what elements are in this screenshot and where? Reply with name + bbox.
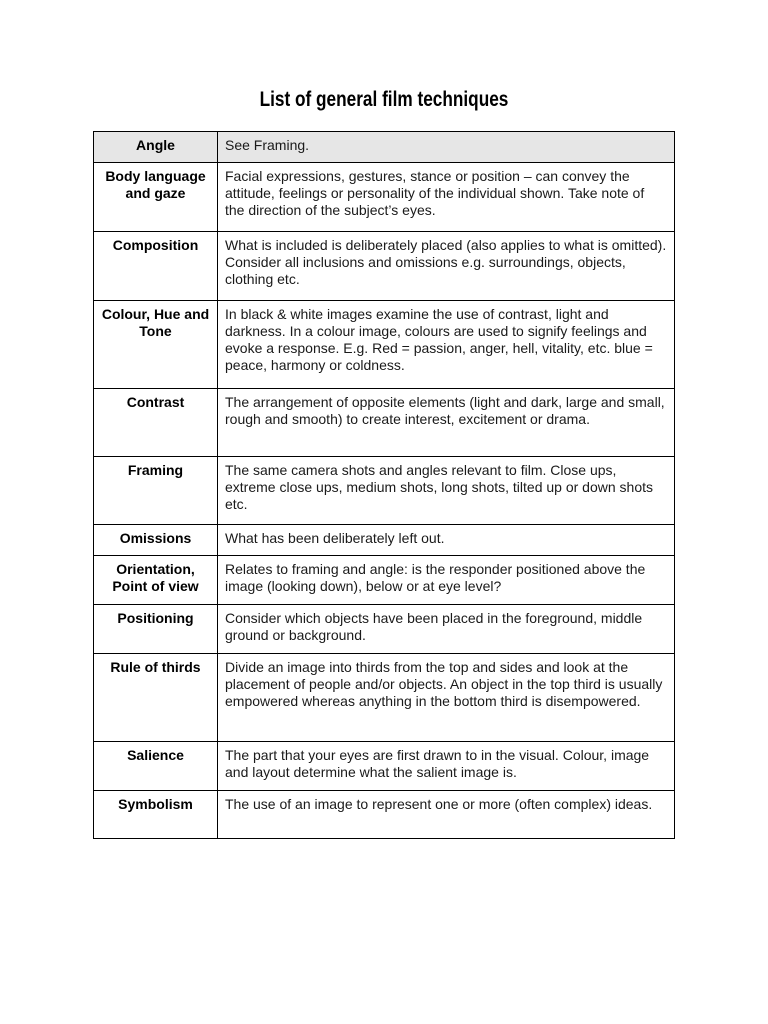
table-row: [94, 301, 675, 389]
description-cell: In black & white images examine the use of contrast, light and darkness. In a colour image, colours are used to signify feelings and evoke a response. E.g. Red = passion, anger, hell, vitality, etc. blue = peace, harmony or coldness.: [218, 301, 675, 389]
table-row: [94, 389, 675, 457]
table-row: [94, 742, 675, 791]
term-cell: Positioning: [94, 605, 218, 654]
table-row: [94, 605, 675, 654]
term-cell: Rule of thirds: [94, 654, 218, 742]
techniques-table: [93, 131, 675, 839]
table-row: [94, 654, 675, 742]
description-cell: The same camera shots and angles relevant to film. Close ups, extreme close ups, medium shots, long shots, tilted up or down shots etc.: [218, 457, 675, 525]
table-row: [94, 525, 675, 556]
description-cell: See Framing.: [218, 132, 675, 163]
term-cell: Contrast: [94, 389, 218, 457]
table-row: [94, 163, 675, 232]
table-row: [94, 457, 675, 525]
table-row: [94, 232, 675, 301]
document-title: List of general film techniques: [259, 88, 509, 111]
term-cell: Angle: [94, 132, 218, 163]
term-cell: Body language and gaze: [94, 163, 218, 232]
table-row: [94, 556, 675, 605]
description-cell: Facial expressions, gestures, stance or position – can convey the attitude, feelings or personality of the individual shown. Take note of the direction of the subject’s eyes.: [218, 163, 675, 232]
term-cell: Salience: [94, 742, 218, 791]
description-cell: The arrangement of opposite elements (light and dark, large and small, rough and smooth) to create interest, excitement or drama.: [218, 389, 675, 457]
description-cell: Divide an image into thirds from the top and sides and look at the placement of people and/or objects. An object in the top third is usually empowered whereas anything in the bottom third is disempowered.: [218, 654, 675, 742]
description-cell: What has been deliberately left out.: [218, 525, 675, 556]
description-cell: Relates to framing and angle: is the responder positioned above the image (looking down), below or at eye level?: [218, 556, 675, 605]
table-row: [94, 791, 675, 839]
description-cell: What is included is deliberately placed (also applies to what is omitted). Consider all inclusions and omissions e.g. surroundings, objects, clothing etc.: [218, 232, 675, 301]
term-cell: Framing: [94, 457, 218, 525]
description-cell: The use of an image to represent one or more (often complex) ideas.: [218, 791, 675, 839]
term-cell: Colour, Hue and Tone: [94, 301, 218, 389]
term-cell: Composition: [94, 232, 218, 301]
term-cell: Omissions: [94, 525, 218, 556]
description-cell: Consider which objects have been placed in the foreground, middle ground or background.: [218, 605, 675, 654]
table-row: [94, 132, 675, 163]
description-cell: The part that your eyes are first drawn to in the visual. Colour, image and layout determine what the salient image is.: [218, 742, 675, 791]
term-cell: Orientation, Point of view: [94, 556, 218, 605]
term-cell: Symbolism: [94, 791, 218, 839]
